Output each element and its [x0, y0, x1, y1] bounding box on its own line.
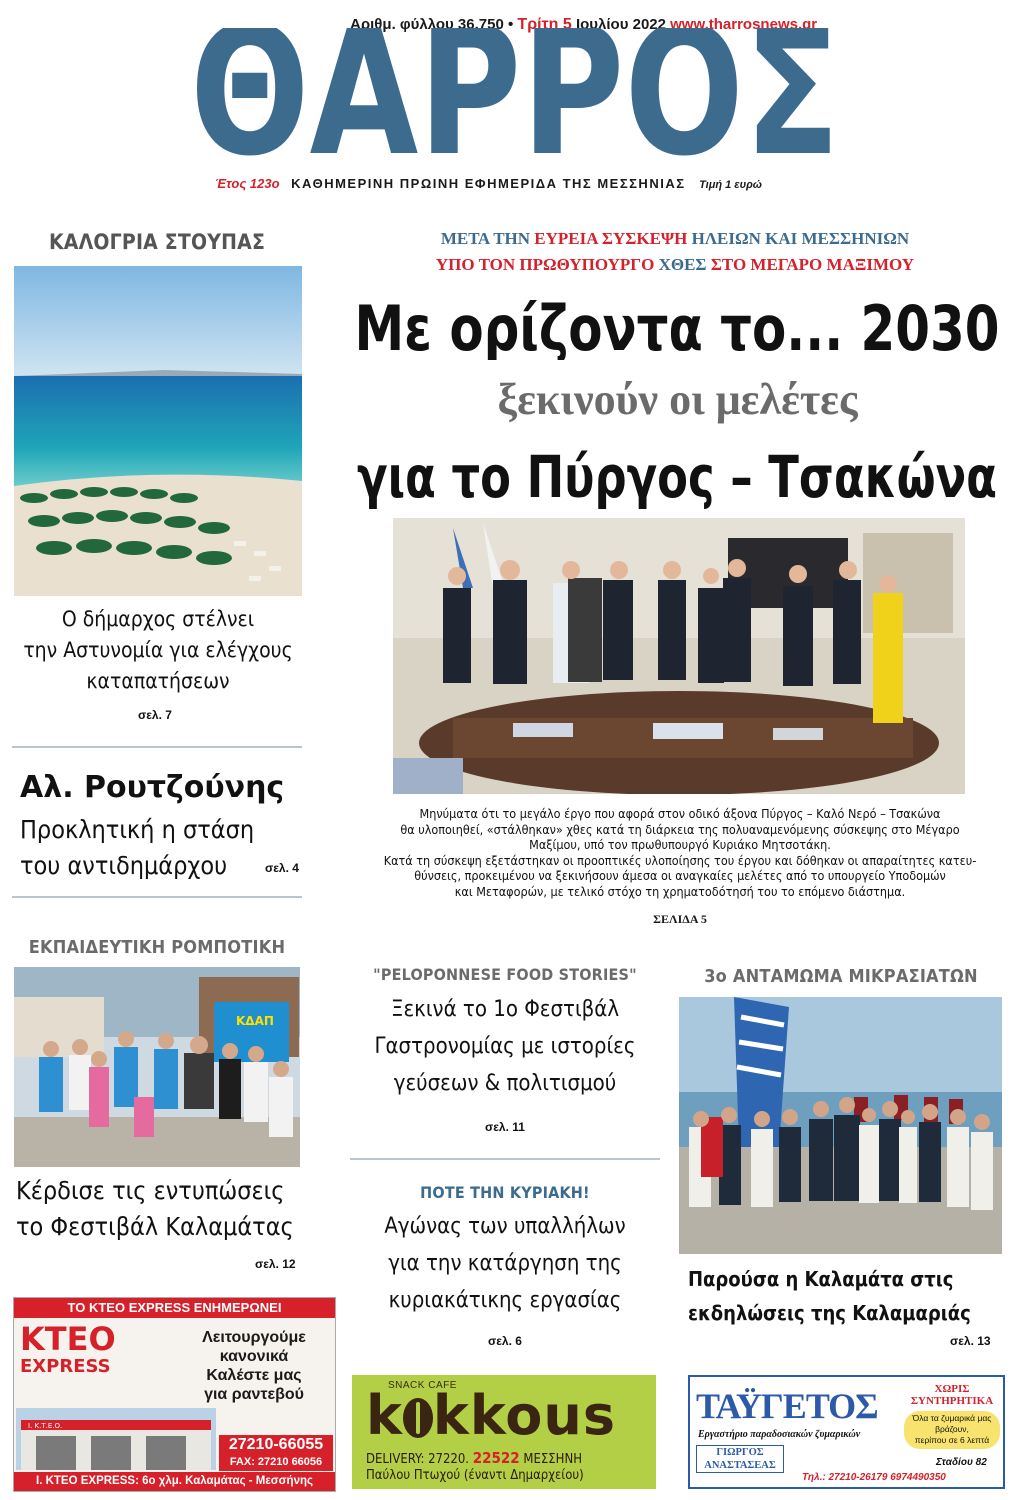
headline-line: Ο δήμαρχος στέλνει: [61, 607, 255, 631]
ad-line: κανονικά: [219, 1348, 289, 1365]
body-line: θύνσεις, προκειμένου να ξεκινήσουν άμεσα οι αναγκαίες μελέτες από το υπουργείο Υποδομών: [414, 868, 946, 883]
ad-taygetos-pasta[interactable]: [688, 1375, 1005, 1489]
body-line: και Μεταφορών, με τελικό στόχο τη χρηματοδότησή του το επόμενο διάστημα.: [454, 883, 906, 899]
main-headline-2: ξεκινούν οι μελέτες: [497, 375, 858, 424]
coffee-bean-icon: [403, 1398, 433, 1438]
issue-date-month: Ιουλίου 2022: [575, 16, 666, 33]
left3-page-ref[interactable]: σελ. 12: [255, 1257, 296, 1271]
headline-line: γεύσεων & πολιτισμού: [393, 1071, 617, 1096]
ad-line: περίπου σε 6 λεπτά: [914, 1435, 990, 1445]
ad-line: ΧΩΡΙΣ: [934, 1383, 970, 1395]
ad-kokkous-cafe[interactable]: [352, 1375, 656, 1489]
kicker-part: ΧΘΕΣ: [658, 255, 707, 274]
kicker-part: ΣΤΟ ΜΕΓΑΡΟ ΜΑΞΙΜΟΥ: [710, 255, 915, 274]
ad-kteo-express[interactable]: [13, 1297, 336, 1492]
headline-line: κυριακάτικης εργασίας: [388, 1288, 622, 1313]
mid2-page-ref[interactable]: σελ. 6: [488, 1334, 522, 1348]
left1-headline[interactable]: [12, 604, 304, 697]
building-sign: Ι. Κ.Τ.Ε.Ο.: [28, 1422, 63, 1430]
headline-line: Κέρδισε τις εντυπώσεις: [16, 1176, 285, 1205]
ad-kteo-header: ΤΟ ΚΤΕΟ EXPRESS ΕΝΗΜΕΡΩΝΕΙ: [14, 1298, 335, 1318]
body-line: Μαξίμου, υπό τον πρωθυπουργό Κυριάκο Μητσοτάκη.: [529, 837, 831, 852]
ad-kteo-message: [174, 1328, 334, 1404]
body-line: Μηνύματα ότι το μεγάλο έργο που αφορά στον οδικό άξονα Πύργος – Καλό Νερό – Τσακώνα: [419, 806, 941, 821]
issue-date-day: Τρίτη 5: [517, 16, 572, 33]
right1-page-ref[interactable]: σελ. 13: [950, 1334, 991, 1348]
ad-line: Όλα τα ζυμαρικά μας: [912, 1413, 992, 1423]
ad-kokkous-tag: SNACK CAFE: [388, 1380, 457, 1391]
ad-kteo-fax: FAX: 27210 66056: [229, 1456, 323, 1468]
ad-taygetos-phone[interactable]: Τηλ.: 27210-26179 6974490350: [802, 1472, 946, 1483]
right1-headline[interactable]: [688, 1262, 1008, 1330]
ad-line: βράζουν,: [935, 1424, 969, 1434]
masthead-title-text: ΘΑΡΡΟΣ: [190, 28, 840, 168]
ad-line: ΓΙΩΡΓΟΣ: [716, 1447, 764, 1458]
kicker-part: ΗΛΕΙΩΝ ΚΑΙ ΜΕΣΣΗΝΙΩΝ: [691, 229, 910, 248]
ad-kokkous-town: ΜΕΣΣΗΝΗ: [523, 1452, 583, 1467]
headline-line: του αντιδημάρχου: [20, 851, 228, 880]
mid1-kicker: "PELOPONNESE FOOD STORIES": [373, 965, 637, 984]
publication-year: Έτος 123ο: [215, 176, 280, 191]
kicker-part: ΥΠΟ ΤΟΝ ΠΡΩΘΥΠΟΥΡΓΟ: [435, 255, 655, 274]
main-headline-3[interactable]: [350, 440, 1005, 510]
headline-line: Αγώνας των υπαλλήλων: [384, 1214, 626, 1239]
mid2-headline[interactable]: [345, 1208, 665, 1319]
ad-taygetos-owner: [696, 1445, 784, 1473]
ad-kteo-logo: [20, 1322, 148, 1382]
ad-line: ΣΥΝΤΗΡΗΤΙΚΑ: [910, 1395, 994, 1407]
kicker-part: ΕΥΡΕΙΑ ΣΥΣΚΕΨΗ: [534, 229, 688, 248]
left3-headline[interactable]: [16, 1173, 306, 1245]
masthead-title: [185, 28, 845, 168]
tagline: ΚΑΘΗΜΕΡΙΝΗ ΠΡΩΙΝΗ ΕΦΗΜΕΡΙΔΑ ΤΗΣ ΜΕΣΣΗΝΙΑΣ: [291, 176, 686, 191]
price: Τιμή 1 ευρώ: [699, 179, 762, 191]
main-headline-1[interactable]: [350, 290, 1005, 360]
divider: [12, 896, 302, 898]
left1-kicker: ΚΑΛΟΓΡΙΑ ΣΤΟΥΠΑΣ: [48, 230, 266, 254]
left1-photo-beach: [14, 266, 302, 596]
ad-kteo-logo-sub: EXPRESS: [20, 1356, 111, 1377]
divider: [12, 746, 302, 748]
ad-taygetos-note: [904, 1411, 1000, 1449]
headline-line: για την κατάργηση της: [388, 1251, 622, 1276]
left3-kicker: ΕΚΠΑΙΔΕΥΤΙΚΗ ΡΟΜΠΟΤΙΚΗ: [28, 937, 286, 958]
left2-name: Αλ. Ρουτζούνης: [20, 770, 285, 805]
headline-line: την Αστυνομία για ελέγχους: [23, 638, 293, 662]
ad-kokkous-delivery-label: DELIVERY: 27220.: [366, 1452, 470, 1467]
ad-kokkous-brand-rest: kkous: [432, 1384, 616, 1447]
ad-taygetos-no-preservatives: [902, 1383, 1002, 1407]
main-kicker-line-1: [355, 229, 995, 249]
headline-line: εκδηλώσεις της Καλαμαριάς: [688, 1301, 971, 1325]
main-kicker-line-2: [355, 255, 995, 275]
ad-line: Καλέστε μας: [206, 1367, 302, 1384]
headline-text: Με ορίζοντα το... 2030: [354, 292, 1000, 360]
left3-photo-robotics: [14, 967, 300, 1167]
headline-line: το Φεστιβάλ Καλαμάτας: [16, 1212, 294, 1241]
headline-line: Προκλητική η στάση: [20, 815, 255, 844]
website-link[interactable]: www.tharrosnews.gr: [670, 16, 818, 33]
masthead-logo: [185, 28, 845, 168]
mid2-kicker: ΠΟΤΕ ΤΗΝ ΚΥΡΙΑΚΗ!: [420, 1183, 590, 1202]
headline-line: Παρούσα η Καλαμάτα στις: [688, 1267, 954, 1291]
right1-photo-ceremony: [679, 997, 1002, 1254]
ad-kteo-phone[interactable]: 27210-66055: [228, 1436, 324, 1453]
ad-kokkous-address: Παύλου Πτωχού (έναντι Δημαρχείου): [366, 1468, 584, 1483]
main-story-page-ref[interactable]: ΣΕΛΙΔΑ 5: [653, 912, 707, 926]
right1-kicker: 3ο ΑΝΤΑΜΩΜΑ ΜΙΚΡΑΣΙΑΤΩΝ: [704, 966, 978, 987]
ad-kokkous-delivery: [366, 1449, 656, 1467]
headline-line: καταπατήσεων: [86, 669, 230, 693]
ad-kteo-logo-main: ΚΤΕΟ: [20, 1320, 116, 1358]
mid1-page-ref[interactable]: σελ. 11: [485, 1120, 525, 1134]
ad-line: για ραντεβού: [204, 1386, 304, 1403]
left2-page-ref[interactable]: σελ. 4: [265, 861, 299, 875]
ad-kokkous-phone[interactable]: 22522: [472, 1449, 520, 1467]
main-story-body: [350, 806, 1010, 899]
ad-kteo-building-photo: [16, 1408, 216, 1470]
ad-line: Λειτουργούμε: [202, 1329, 306, 1346]
bullet: •: [507, 16, 514, 33]
ad-kteo-footer: Ι. ΚΤΕΟ EXPRESS: 6ο χλμ. Καλαμάτας - Μεσσήνης: [14, 1472, 335, 1491]
divider: [350, 1158, 660, 1160]
left1-page-ref[interactable]: σελ. 7: [138, 708, 172, 722]
ad-kteo-phone-box: [219, 1435, 333, 1471]
mid1-headline[interactable]: [345, 991, 665, 1102]
kicker-part: ΜΕΤΑ ΤΗΝ: [440, 229, 531, 248]
body-line: Κατά τη σύσκεψη εξετάστηκαν οι προοπτικές υλοποίησης του έργου και δόθηκαν οι απαραίτητες κατευ-: [383, 852, 977, 868]
ad-taygetos-brand: ΤΑΫΓΕΤΟΣ: [696, 1386, 878, 1426]
main-photo-meeting: [393, 518, 965, 794]
ad-line: ΑΝΑΣΤΑΣΕΑΣ: [704, 1460, 776, 1471]
banner-text: ΚΔΑΠ: [236, 1014, 274, 1028]
body-line: θα υλοποιηθεί, «στάλθηκαν» χθες κατά τη διάρκεια της πολυαναμενόμενης σύσκεψης στο Μέγαρο: [400, 821, 960, 837]
issue-number: Αριθμ. φύλλου 36.750: [350, 16, 504, 33]
headline-line: Γαστρονομίας με ιστορίες: [374, 1034, 636, 1059]
headline-line: Ξεκινά το 1ο Φεστιβάλ: [390, 997, 620, 1022]
headline-text: για το Πύργος – Τσακώνα: [357, 443, 997, 510]
ad-taygetos-subtitle: Εργαστήριο παραδοσιακών ζυμαρικών: [698, 1429, 861, 1440]
ad-kokkous-brand-k: k: [366, 1384, 403, 1447]
masthead-subline: [215, 176, 855, 194]
ad-taygetos-address: Σταδίου 82: [936, 1457, 987, 1468]
